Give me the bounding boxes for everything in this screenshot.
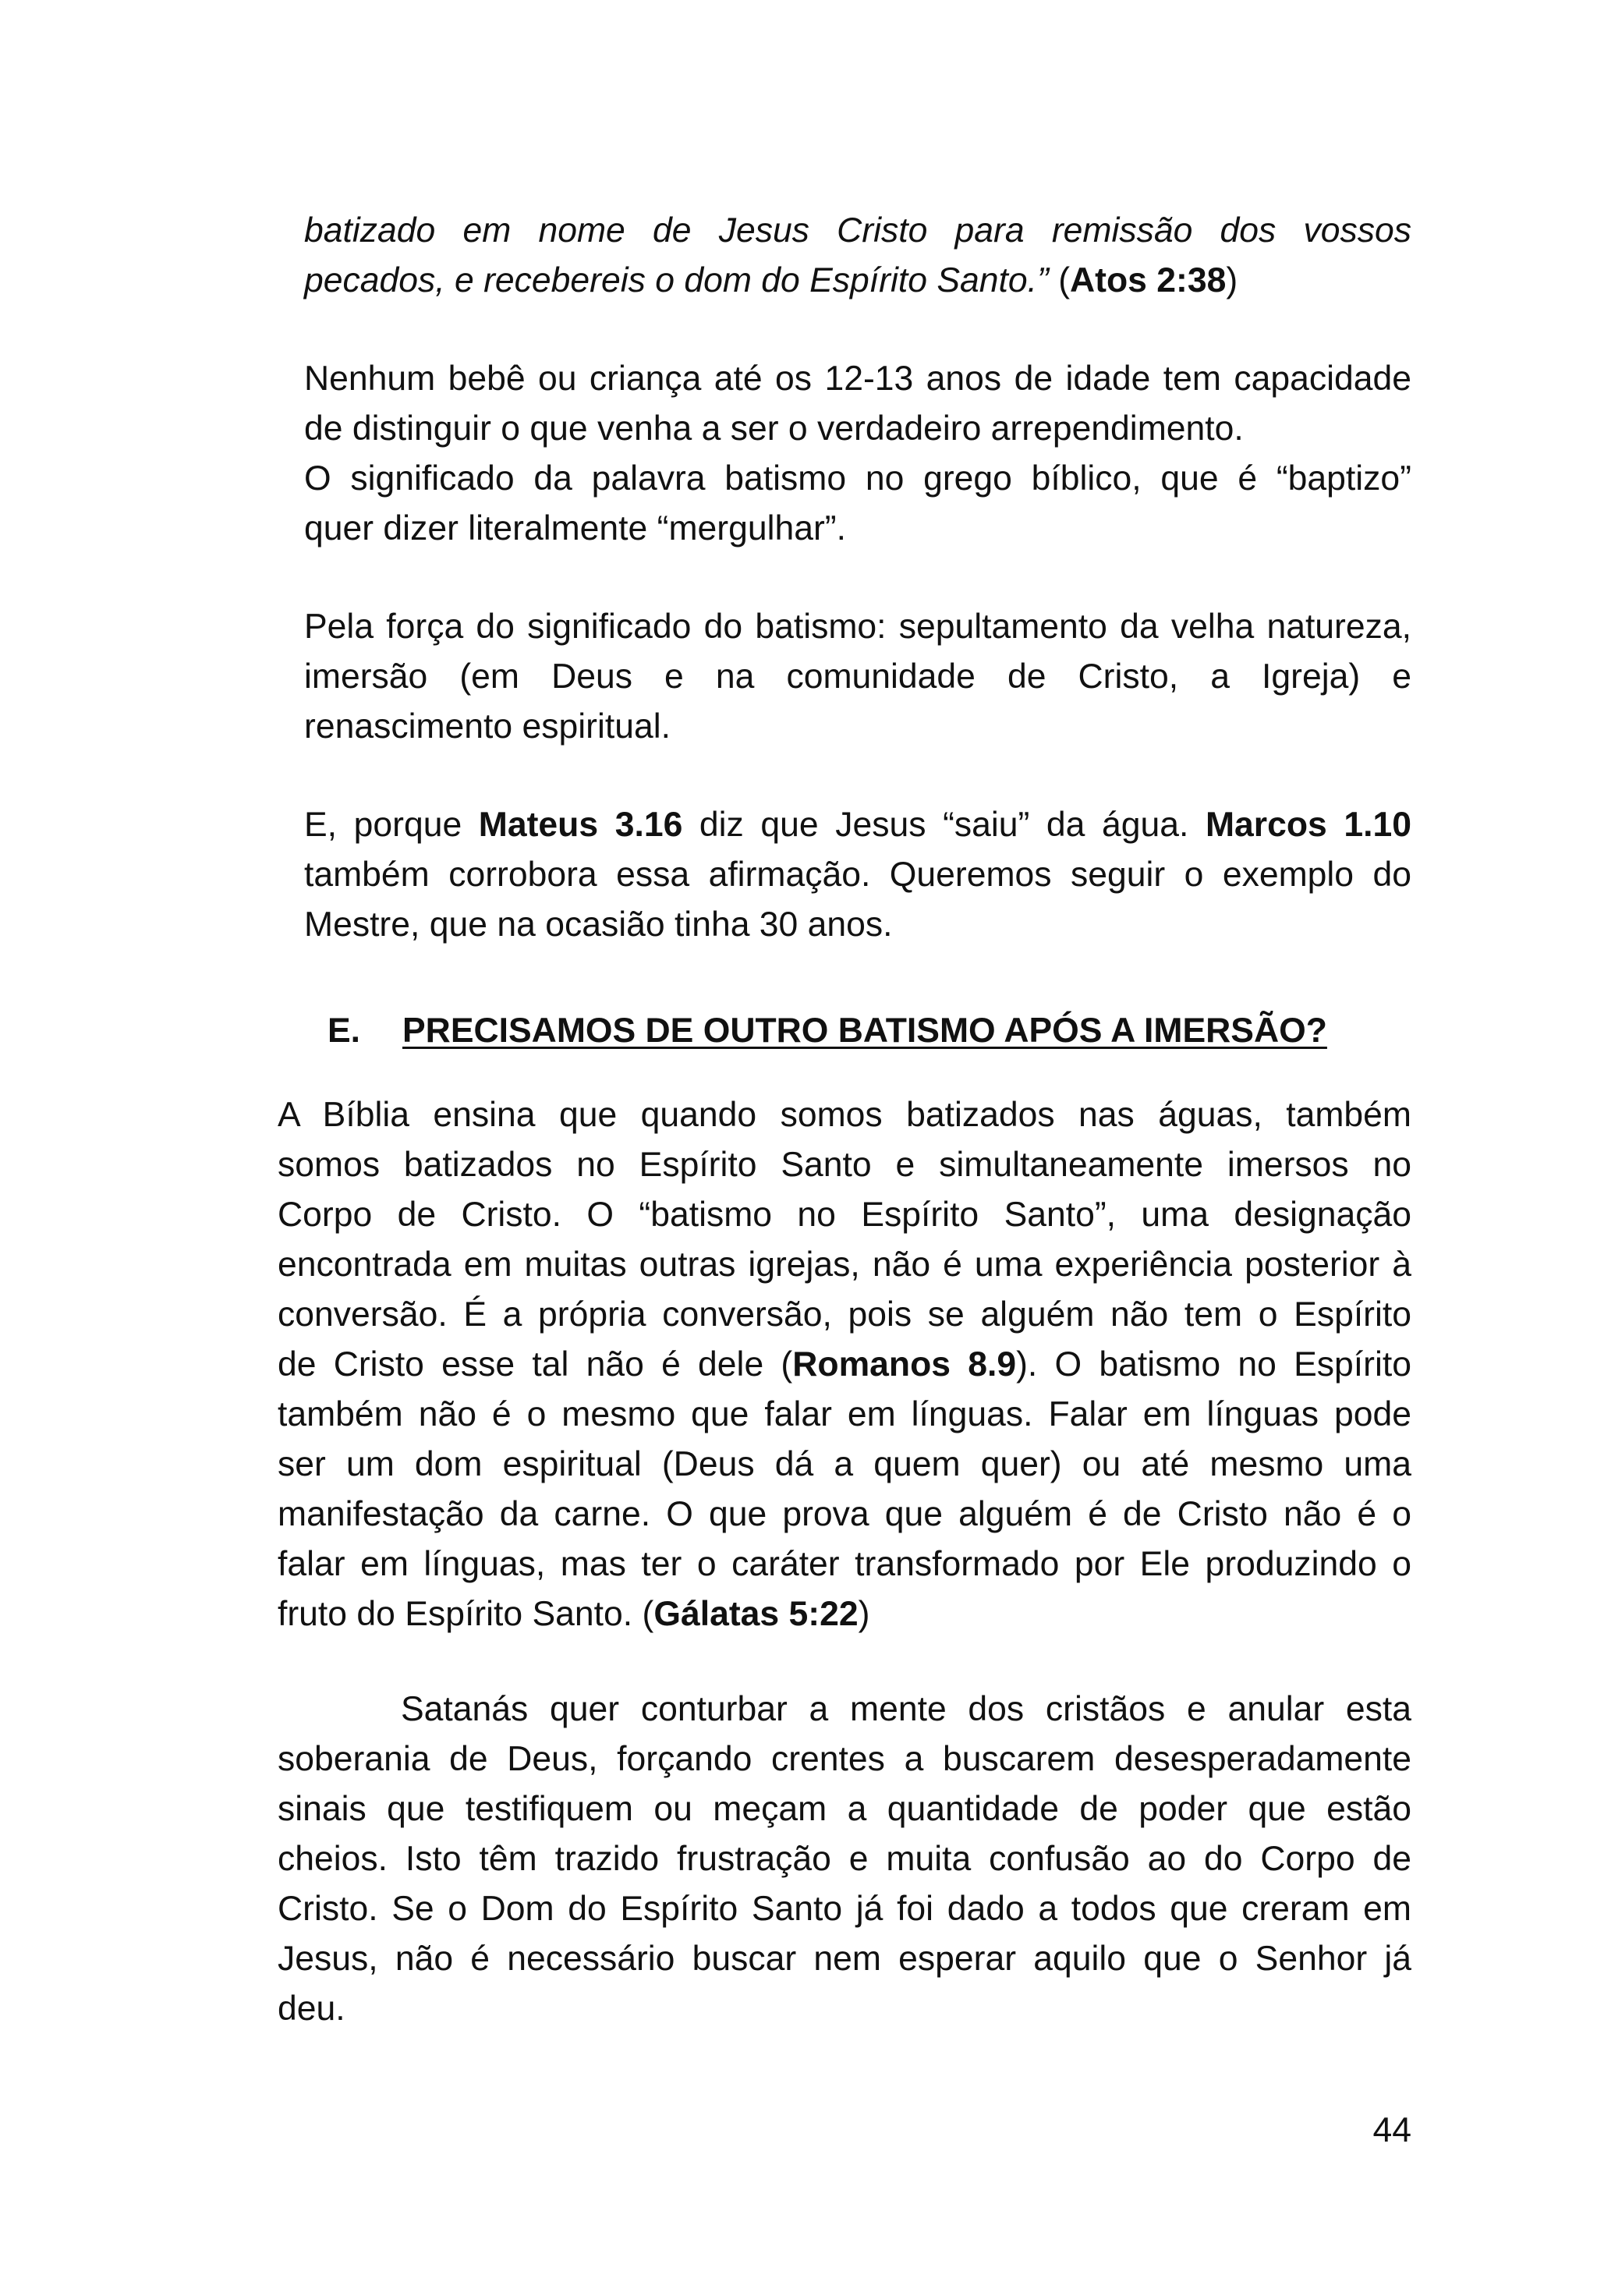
text-line: Jesus, não é necessário buscar nem esperar aquilo que o Senhor já xyxy=(278,1940,1411,1978)
scripture-reference: Romanos 8.9 xyxy=(792,1345,1017,1384)
text-line: soberania de Deus, forçando crentes a buscarem desesperadamente xyxy=(278,1740,1411,1778)
text-line: Pela força do significado do batismo: sepultamento da velha natureza, xyxy=(304,608,1411,646)
text-line: sinais que testifiquem ou meçam a quantidade de poder que estão xyxy=(278,1790,1411,1828)
text-line: falar em línguas, mas ter o caráter transformado por Ele produzindo o xyxy=(278,1545,1411,1583)
text-line xyxy=(278,1340,1411,1390)
text-line: quer dizer literalmente “mergulhar”. xyxy=(304,509,846,547)
text-line: conversão. É a própria conversão, pois se alguém não tem o Espírito xyxy=(278,1295,1411,1334)
section-letter: E. xyxy=(328,1012,361,1050)
text-line: Cristo. Se o Dom do Espírito Santo já foi dado a todos que creram em xyxy=(278,1890,1411,1928)
text-line: cheios. Isto têm trazido frustração e muita confusão ao do Corpo de xyxy=(278,1840,1411,1878)
paragraph-jesus-example xyxy=(304,800,1411,950)
scripture-reference: Mateus 3.16 xyxy=(478,806,683,844)
page-number: 44 xyxy=(1372,2111,1411,2149)
text-line: deu. xyxy=(278,1990,345,2028)
paragraph-baptism-age xyxy=(304,354,1411,554)
text-line: Nenhum bebê ou criança até os 12-13 anos de idade tem capacidade xyxy=(304,360,1411,398)
text-run: de Cristo esse tal não é dele ( xyxy=(278,1345,793,1384)
text-run: E, porque xyxy=(304,806,479,844)
text-run: diz que Jesus “saiu” da água. xyxy=(682,806,1206,844)
scripture-reference: Gálatas 5:22 xyxy=(653,1595,859,1633)
text-line: manifestação da carne. O que prova que alguém é de Cristo não é o xyxy=(278,1495,1411,1533)
text-run: ). O batismo no Espírito xyxy=(1016,1345,1411,1384)
text-line: imersão (em Deus e na comunidade de Cristo, a Igreja) e xyxy=(304,657,1411,696)
scripture-reference: Marcos 1.10 xyxy=(1205,806,1412,844)
section-heading xyxy=(328,1006,1419,1056)
section-title: PRECISAMOS DE OUTRO BATISMO APÓS A IMERSÃO? xyxy=(402,1012,1327,1050)
text-line xyxy=(278,1685,1411,1734)
text-line: também corrobora essa afirmação. Queremos seguir o exemplo do xyxy=(304,856,1411,894)
text-line: A Bíblia ensina que quando somos batizados nas águas, também xyxy=(278,1096,1411,1134)
text-line: renascimento espiritual. xyxy=(304,707,671,746)
text-line: encontrada em muitas outras igrejas, não é uma experiência posterior à xyxy=(278,1245,1411,1284)
quote-text: pecados, e recebereis o dom do Espírito Santo.” xyxy=(304,261,1049,299)
paren-close: ) xyxy=(1226,261,1238,299)
paragraph-quote-continuation xyxy=(304,206,1411,306)
text-line: Mestre, que na ocasião tinha 30 anos. xyxy=(304,905,893,944)
text-line: Corpo de Cristo. O “batismo no Espírito Santo”, uma designação xyxy=(278,1196,1411,1234)
paragraph-spirit-baptism xyxy=(278,1090,1411,1639)
text-line xyxy=(278,1589,1411,1639)
scripture-reference: Atos 2:38 xyxy=(1070,261,1227,299)
text-line: ser um dom espiritual (Deus dá a quem quer) ou até mesmo uma xyxy=(278,1445,1411,1483)
text-line xyxy=(304,256,1411,306)
text-run: fruto do Espírito Santo. ( xyxy=(278,1595,654,1633)
text-line: batizado em nome de Jesus Cristo para remissão dos vossos xyxy=(304,211,1411,250)
text-line: também não é o mesmo que falar em línguas. Falar em línguas pode xyxy=(278,1395,1411,1433)
paragraph-satan-confusion xyxy=(278,1685,1411,2034)
paren-open: ( xyxy=(1048,261,1071,299)
text-run: ) xyxy=(858,1595,870,1633)
text-line: somos batizados no Espírito Santo e simultaneamente imersos no xyxy=(278,1146,1411,1184)
text-line xyxy=(304,800,1411,850)
paragraph-baptism-meaning xyxy=(304,602,1411,752)
text-run: Satanás quer conturbar a mente dos cristãos e anular esta xyxy=(401,1690,1411,1728)
text-line: O significado da palavra batismo no grego bíblico, que é “baptizo” xyxy=(304,459,1411,498)
text-line: de distinguir o que venha a ser o verdadeiro arrependimento. xyxy=(304,409,1244,448)
